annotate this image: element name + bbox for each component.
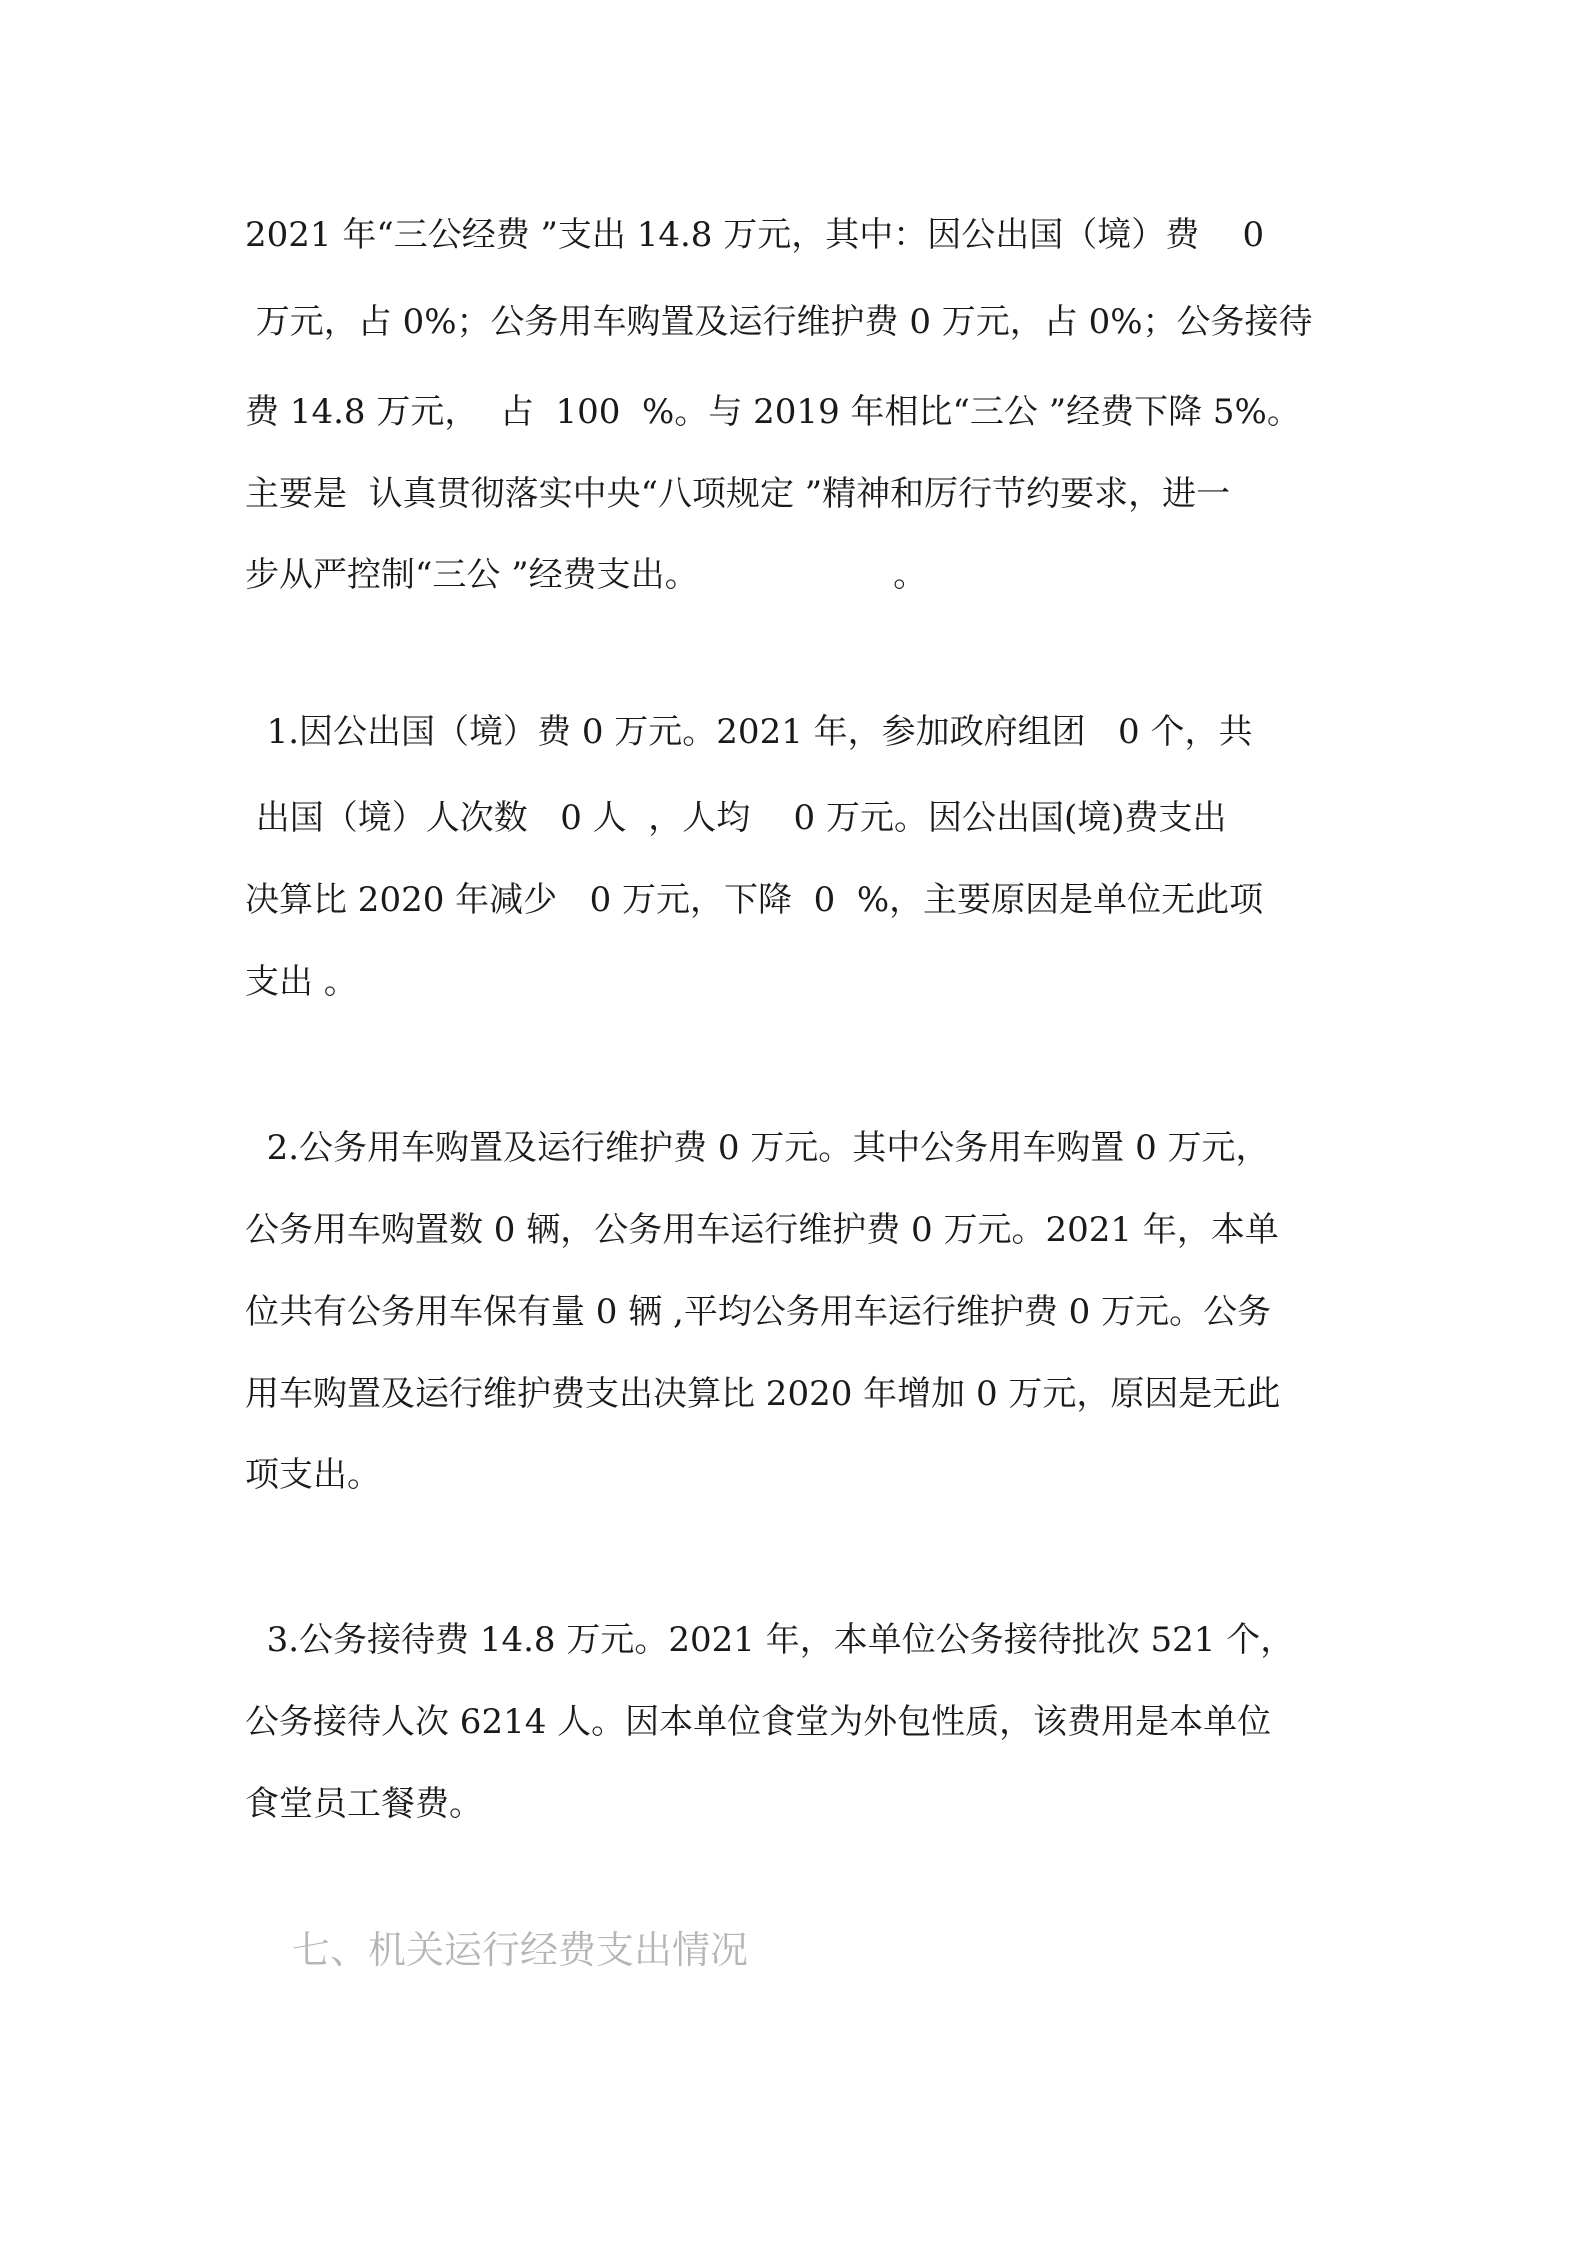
paragraph-1-line-2: 万元，占 0%；公务用车购置及运行维护费 0 万元，占 0%；公务接待 bbox=[245, 302, 1313, 342]
paragraph-4-line-2: 公务接待人次 6214 人。因本单位食堂为外包性质，该费用是本单位 bbox=[245, 1702, 1272, 1742]
paragraph-1-line-4: 主要是 认真贯彻落实中央“八项规定 ”精神和厉行节约要求，进一 bbox=[245, 474, 1231, 514]
paragraph-1-line-5: 步从严控制“三公 ”经费支出。 。 bbox=[245, 555, 928, 595]
paragraph-1-line-3: 费 14.8 万元， 占 100 %。与 2019 年相比“三公 ”经费下降 5%。 bbox=[245, 392, 1301, 432]
paragraph-2-line-3: 决算比 2020 年减少 0 万元，下降 0 %，主要原因是单位无此项 bbox=[245, 880, 1264, 920]
paragraph-3-line-3: 位共有公务用车保有量 0 辆 ,平均公务用车运行维护费 0 万元。公务 bbox=[245, 1292, 1272, 1332]
paragraph-3-line-2: 公务用车购置数 0 辆，公务用车运行维护费 0 万元。2021 年，本单 bbox=[245, 1210, 1279, 1250]
paragraph-2-line-4: 支出 。 bbox=[245, 962, 358, 1002]
paragraph-4-line-3: 食堂员工餐费。 bbox=[245, 1784, 483, 1824]
section-heading: 七、机关运行经费支出情况 bbox=[292, 1928, 749, 1972]
paragraph-2-line-1: 1.因公出国（境）费 0 万元。2021 年，参加政府组团 0 个，共 bbox=[245, 712, 1253, 752]
paragraph-3-line-5: 项支出。 bbox=[245, 1455, 381, 1495]
paragraph-1-line-1: 2021 年“三公经费 ”支出 14.8 万元，其中：因公出国（境）费 0 bbox=[245, 215, 1265, 255]
paragraph-2-line-2: 出国（境）人次数 0 人 ，人均 0 万元。因公出国(境)费支出 bbox=[245, 798, 1227, 838]
paragraph-3-line-4: 用车购置及运行维护费支出决算比 2020 年增加 0 万元，原因是无此 bbox=[245, 1374, 1281, 1414]
paragraph-3-line-1: 2.公务用车购置及运行维护费 0 万元。其中公务用车购置 0 万元， bbox=[245, 1128, 1270, 1168]
paragraph-4-line-1: 3.公务接待费 14.8 万元。2021 年，本单位公务接待批次 521 个， bbox=[245, 1620, 1295, 1660]
